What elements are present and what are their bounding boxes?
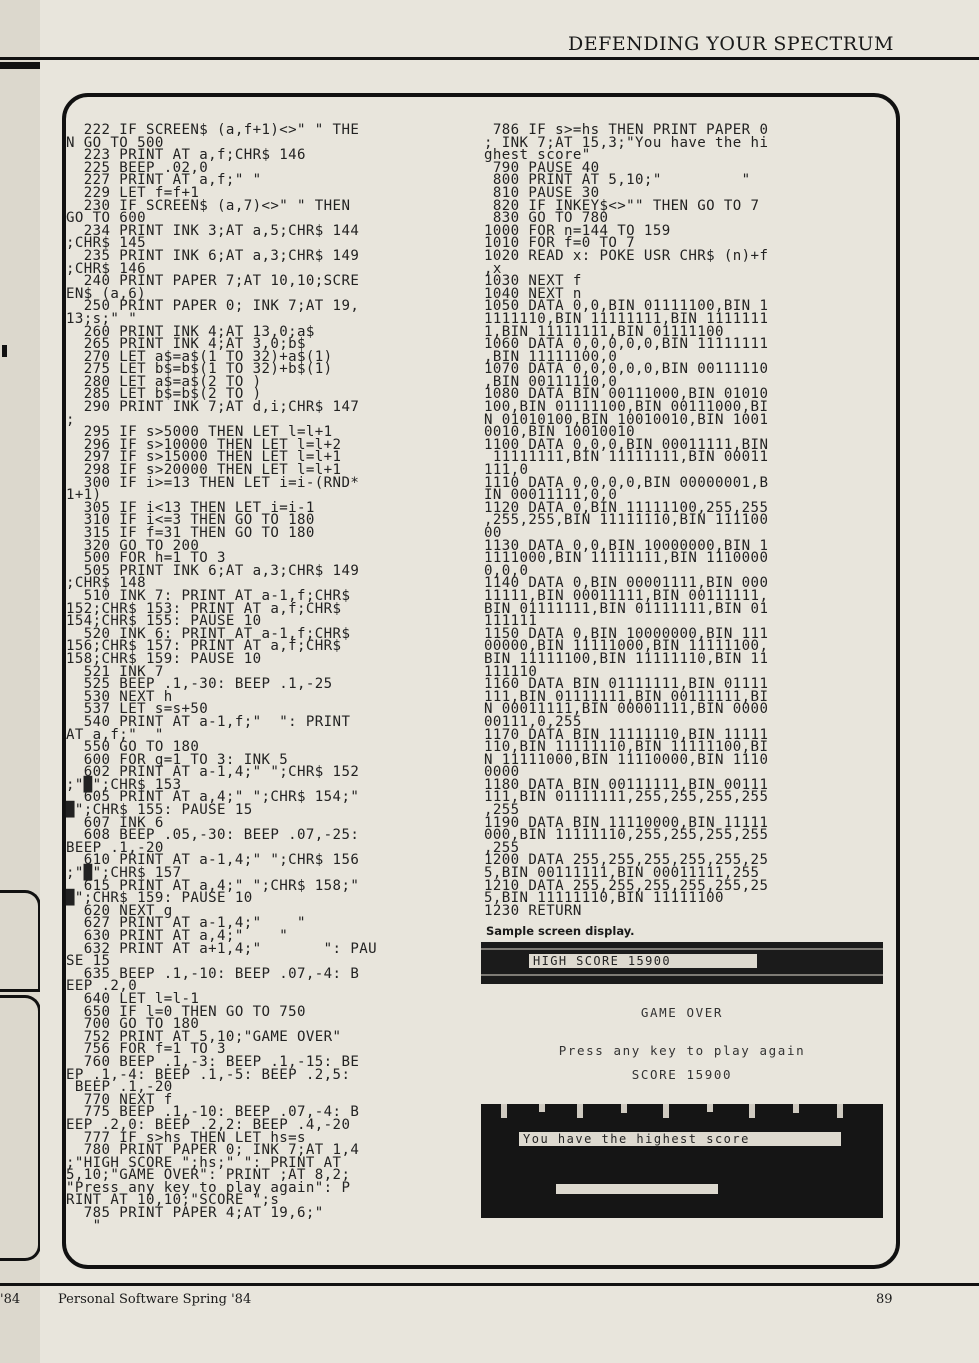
facing-page-box-top: [0, 890, 41, 992]
landscape-block: [481, 1104, 883, 1218]
facing-page-mark: [2, 345, 7, 357]
skyline-tick: [621, 1104, 627, 1113]
band-stripe: [481, 974, 883, 976]
running-head: DEFENDING YOUR SPECTRUM: [568, 33, 894, 55]
skyline-tick: [539, 1104, 545, 1112]
listing-right-column: [484, 124, 884, 917]
header-bar: [0, 62, 40, 69]
game-over-text: GAME OVER: [640, 1005, 724, 1020]
header-rule: [0, 57, 979, 60]
press-key-text: Press any key to play again: [558, 1043, 806, 1058]
skyline-tick: [501, 1104, 507, 1118]
listing-left-column: [66, 124, 470, 1232]
skyline-tick: [837, 1104, 843, 1118]
footer-rule: [0, 1283, 979, 1286]
skyline-tick: [793, 1104, 799, 1113]
code-listing-right: 786 IF s>=hs THEN PRINT PAPER 0 ; INK 7;AT 15,3;"You have the hi ghest score" 790 PAUSE 40 800 PRINT AT 5,10;" " 810 PAUSE 30 820 IF INKEY$<>"" THEN GO TO 7 830 GO TO 780 1000 FOR n=144 TO 159 1010 FOR f=0 TO 7 1020 READ x: POKE USR CHR$ (n)+f ,x 1030 NEXT f 1040 NEXT n 1050 DATA 0,0,BIN 01111100,BIN 1 1111110,BIN 11111111,BIN 1111111 1,BIN 11111111,BIN 01111100 1060 DATA 0,0,0,0,0,BIN 11111111 ,BIN 11111100,0 1070 DATA 0,0,0,0,0,BIN 00111110 ,BIN 00111110,0 1080 DATA BIN 00111000,BIN 01010 100,BIN 01111100,BIN 00111000,BI N 01010100,BIN 10010010,BIN 1001 0010,BIN 10010010 1100 DATA 0,0,0,BIN 00011111,BIN 11111111,BIN 11111111,BIN 00011 111,0 1110 DATA 0,0,0,0,BIN 00000001,B IN 00011111,0,0 1120 DATA 0,BIN 11111100,255,255 ,255,255,BIN 11111110,BIN 111100 00 1130 DATA 0,0,BIN 10000000,BIN 1 1111000,BIN 11111111,BIN 1110000 0,0,0 1140 DATA 0,BIN 00001111,BIN 000 11111,BIN 00011111,BIN 00111111, BIN 01111111,BIN 01111111,BIN 01 111111 1150 DATA 0,BIN 10000000,BIN 111 00000,BIN 11111000,BIN 11111100, BIN 11111100,BIN 11111110,BIN 11 111110 1160 DATA BIN 01111111,BIN 01111 111,BIN 01111111,BIN 00111111,BI N 00011111,BIN 00001111,BIN 0000 00111,0,255 1170 DATA BIN 11111110,BIN 11111 110,BIN 11111110,BIN 11111100,BI N 11111000,BIN 11110000,BIN 1110 0000 1180 DATA BIN 00111111,BIN 00111 111,BIN 01111111,255,255,255,255 ,255 1190 DATA BIN 11110000,BIN 11111 000,BIN 11111110,255,255,255,255 ,255 1200 DATA 255,255,255,255,255,25 5,BIN 00111111,BIN 00011111,255 1210 DATA 255,255,255,255,255,25 5,BIN 11111110,BIN 11111100 1230 RETURN: [484, 122, 769, 919]
high-score-text: HIGH SCORE 15900: [529, 954, 757, 968]
skyline-tick: [707, 1104, 713, 1112]
skyline-tick: [749, 1104, 755, 1118]
code-listing-left: 222 IF SCREEN$ (a,f+1)<>" " THE N GO TO 500 223 PRINT AT a,f;CHR$ 146 225 BEEP .02,0 227 PRINT AT a,f;" " 229 LET f=f+1 230 IF SCREEN$ (a,7)<>" " THEN GO TO 600 234 PRINT INK 3;AT a,5;CHR$ 144 ;CHR$ 145 235 PRINT INK 6;AT a,3;CHR$ 149 ;CHR$ 146 240 PRINT PAPER 7;AT 10,10;SCRE EN$ (a,6) 250 PRINT PAPER 0; INK 7;AT 19, 13;s;" " 260 PRINT INK 4;AT 13,0;a$ 265 PRINT INK 4;AT 3,0;b$ 270 LET a$=a$(1 TO 32)+a$(1) 275 LET b$=b$(1 TO 32)+b$(1) 280 LET a$=a$(2 TO ) 285 LET b$=b$(2 TO ) 290 PRINT INK 7;AT d,i;CHR$ 147 ; 295 IF s>5000 THEN LET l=l+1 296 IF s>10000 THEN LET l=l+2 297 IF s>15000 THEN LET l=l+1 298 IF s>20000 THEN LET l=l+1 300 IF i>=13 THEN LET i=i-(RND* 1+1) 305 IF i<13 THEN LET i=i-1 310 IF i<=3 THEN GO TO 180 315 IF f=31 THEN GO TO 180 320 GO TO 200 500 FOR h=1 TO 3 505 PRINT INK 6;AT a,3;CHR$ 149 ;CHR$ 148 510 INK 7: PRINT AT a-1,f;CHR$ 152;CHR$ 153: PRINT AT a,f;CHR$ 154;CHR$ 155: PAUSE 10 520 INK 6: PRINT AT a-1,f;CHR$ 156;CHR$ 157: PRINT AT a,f;CHR$ 158;CHR$ 159: PAUSE 10 521 INK 7 525 BEEP .1,-30: BEEP .1,-25 530 NEXT h 537 LET s=s+50 540 PRINT AT a-1,f;" ": PRINT AT a,f;" " 550 GO TO 180 600 FOR g=1 TO 3: INK 5 602 PRINT AT a-1,4;" ";CHR$ 152 ;"█";CHR$ 153 605 PRINT AT a,4;" ";CHR$ 154;" █";CHR$ 155: PAUSE 15 607 INK 6 608 BEEP .05,-30: BEEP .07,-25: BEEP .1,-20 610 PRINT AT a-1,4;" ";CHR$ 156 ;"█";CHR$ 157 615 PRINT AT a,4;" ";CHR$ 158;" █";CHR$ 159: PAUSE 10 620 NEXT g 627 PRINT AT a-1,4;" " 630 PRINT AT a,4;" " 632 PRINT AT a+1,4;" ": PAU SE 15 635 BEEP .1,-10: BEEP .07,-4: B EEP .2,0 640 LET l=l-1 650 IF l=0 THEN GO TO 750 700 GO TO 180 752 PRINT AT 5,10;"GAME OVER" 756 FOR f=1 TO 3 760 BEEP .1,-3: BEEP .1,-15: BE EP .1,-4: BEEP .1,-5: BEEP .2,5: BEEP .1,-20 770 NEXT f 775 BEEP .1,-10: BEEP .07,-4: B EEP .2,0: BEEP .2,2: BEEP .4,-20 777 IF s>hs THEN LET hs=s 780 PRINT PAPER 0; INK 7;AT 1,4 ;"HIGH SCORE ";hs;" ": PRINT AT 5,10;"GAME OVER": PRINT ;AT 8,2; "Press any key to play again": P RINT AT 10,10;"SCORE ";s 785 PRINT PAPER 4;AT 19,6;" ": [66, 122, 377, 1234]
score-text: SCORE 15900: [631, 1067, 733, 1082]
footer-magazine: Personal Software Spring '84: [58, 1292, 252, 1307]
highest-score-text: You have the highest score: [519, 1132, 841, 1146]
page-number: 89: [876, 1292, 893, 1307]
band-stripe: [481, 948, 883, 950]
facing-page-footer: '84: [0, 1292, 21, 1307]
highlight-bar: [556, 1184, 718, 1194]
skyline-tick: [577, 1104, 583, 1118]
high-score-band: [481, 942, 883, 984]
sample-screen-display: [481, 942, 883, 1218]
facing-page-box-bottom: [0, 995, 41, 1261]
skyline-tick: [663, 1104, 669, 1118]
figure-caption: Sample screen display.: [486, 924, 635, 938]
